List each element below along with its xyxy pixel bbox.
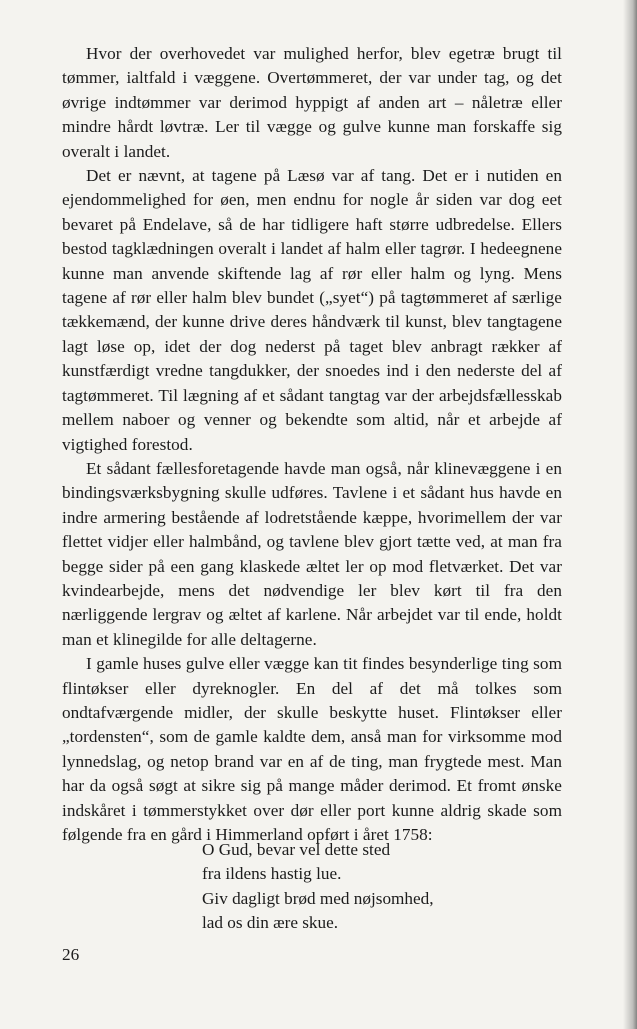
paragraph-roofs: Det er nævnt, at tagene på Læsø var af tang. Det er i nutiden en ejendommelighed for øen, men endnu for nogle år siden var dog eet bevaret på Endelave, så de har tidligere haft større udbredelse. Ellers bestod tagklædningen overalt i landet af halm eller tagrør. I hedeegnene kunne man anvende skiftende lag af rør eller halm og lyng. Mens tagene af rør eller halm blev bundet („syet“) på tagtømmeret af særlige tækkemænd, der kunne drive deres håndværk til kunst, blev tangtagene lagt løse op, idet der dog nederst på taget blev anbragt rækker af kunstfærdigt vredne tangdukker, der snoedes ind i den nederste del af tagtømmeret. Til lægning af et sådant tangtag var der arbejdsfællesskab mellem naboer og venner og bekendte som altid, når et arbejde af vigtighed forestod. [62,166,562,454]
page-number: 26 [62,945,80,964]
paragraph-protective-objects: I gamle huses gulve eller vægge kan tit findes besynderlige ting som flintøkser eller dyreknogler. En del af det må tolkes som ondtafværgende midler, der skulle beskytte huset. Flintøkser eller „tordensten“, som de gamle kaldte dem, anså man for virksomme mod lynnedslag, og netop brand var en af de ting, man frygtede mest. Man har da også søgt at sikre sig på mange måder derimod. Et fromt ønske indskåret i tømmerstykket over dør eller port kunne aldrig skade som følgende fra en gård i Himmerland opført i året 1758: [62,654,562,844]
paragraph-timber: Hvor der overhovedet var mulighed herfor, blev egetræ brugt til tømmer, ialtfald i væggene. Overtømmeret, der var under tag, og det øvrige indtømmer var derimod hyppigt af anden art – nåletræ eller mindre hårdt løvtræ. Ler til vægge og gulve kunne man forskaffe sig overalt i landet. [62,44,562,161]
inscription-verse [202,838,522,936]
body-text [62,42,562,847]
paragraph-wattle-walls: Et sådant fællesforetagende havde man også, når klinevæggene i en bindingsværksbygning skulle udføres. Tavlene i et sådant hus havde en indre armering bestående af lodretstående kæppe, hvorimellem der var flettet vidjer eller halmbånd, og tavlene blev gjort tætte ved, at man fra begge sider på een gang klaskede æltet ler op mod fletværket. Det var kvindearbejde, mens det nødvendige ler blev kørt til fra den nærliggende lergrav og æltet af karlene. Når arbejdet var til ende, holdt man et klinegilde for alle deltagerne. [62,458,562,649]
verse-line: O Gud, bevar vel dette sted [202,840,391,859]
verse-line: Giv dagligt brød med nøjsomhed, [202,888,434,908]
verse-line: lad os din ære skue. [202,913,339,933]
verse-line: fra ildens hastig lue. [202,864,342,884]
page-spine-shadow [623,0,637,1029]
